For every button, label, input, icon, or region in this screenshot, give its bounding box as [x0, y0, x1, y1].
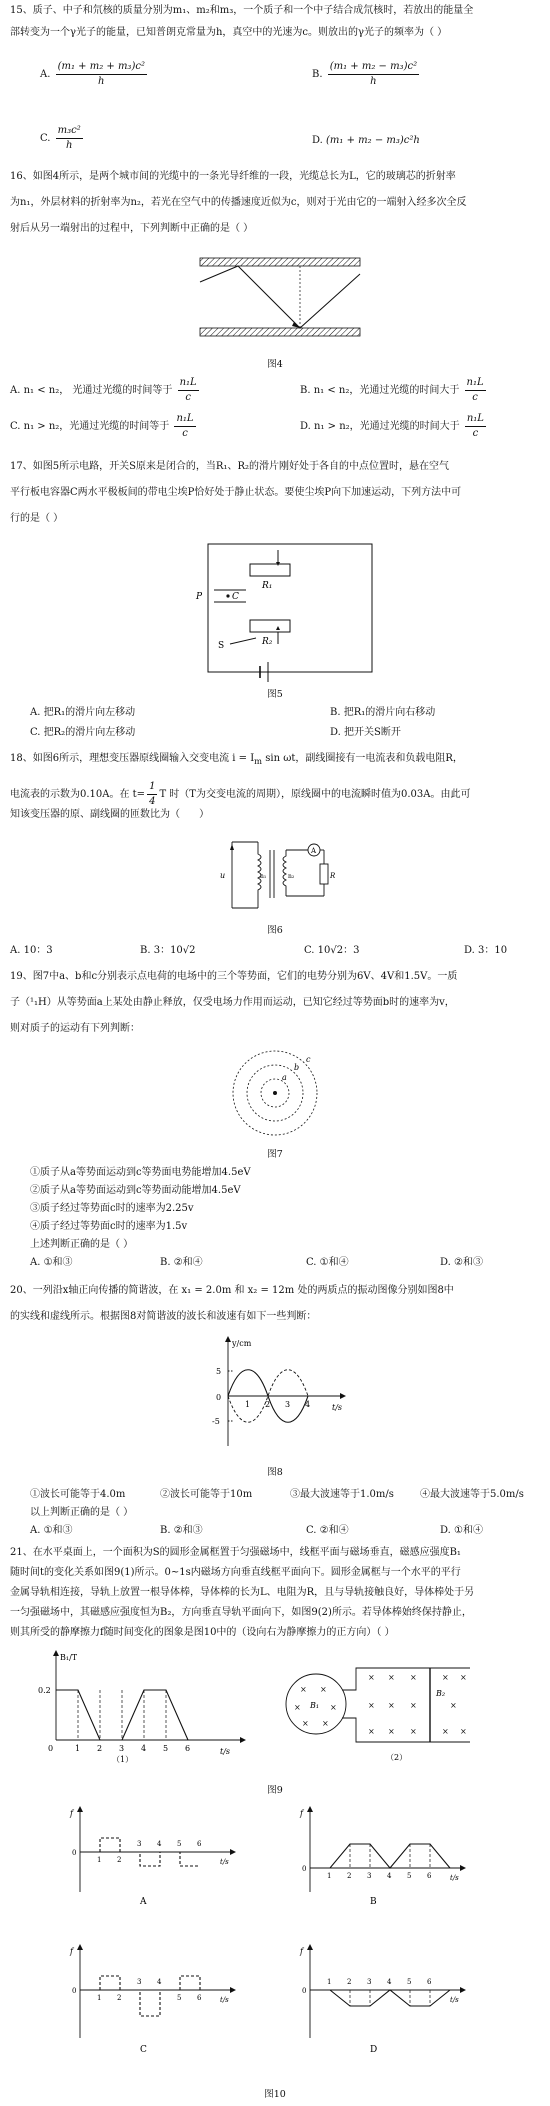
fig10-label-a: A [140, 1897, 147, 1907]
fig10c-xlabel: t/s [220, 1996, 229, 2004]
fig10d-f-label: f [300, 1947, 303, 1956]
q15-option-d: D. (m₁ + m₂ − m₃)c²h [312, 135, 420, 146]
fig5-label-s: S [218, 641, 225, 651]
fig6-label-r: R [330, 872, 336, 880]
q16-option-a: A. n₁ < n₂， 光通过光缆的时间等于 $\frac{\text{n₁L}}{c}$ [10, 377, 197, 403]
q17-stem-line-1: 17、如图5所示电路，开关S原来是闭合的，当R₁、R₂的滑片刚好处于各自的中点位置时，悬在空气 [10, 461, 450, 472]
fig5-caption: 图5 [267, 689, 283, 700]
q19-option-b: B. ②和④ [160, 1257, 203, 1268]
svg-text:0: 0 [302, 1865, 307, 1873]
fig10c-xtick-5: 5 [177, 1994, 182, 2002]
q16-stem-line-3: 射后从另一端射出的过程中，下列判断中正确的是（ ） [10, 223, 254, 234]
q16-stem-line-2: 为n₁，外层材料的折射率为n₂，若光在空气中的传播速度近似为c，则对于光由它的一端射入经多次全反 [10, 197, 467, 208]
fig7-caption: 图7 [267, 1149, 283, 1160]
fig9-b1-graph [30, 1650, 250, 1764]
fig7-label-b: b [294, 1063, 300, 1072]
fig9-xtick-5: 5 [163, 1744, 169, 1753]
fig10-graph-b [290, 1808, 480, 1908]
svg-text:×: × [330, 1703, 337, 1712]
svg-text:×: × [410, 1727, 417, 1736]
fig10d-xtick-6: 6 [427, 1978, 432, 1986]
fig10-graph-d [290, 1946, 480, 2056]
q20-question: 以上判断正确的是（ ） [30, 1507, 134, 1518]
fig10b-xtick-1: 1 [327, 1872, 332, 1880]
q19-option-c: C. ①和④ [306, 1257, 349, 1268]
q19-stem-line-2: 子（¹₁H）从等势面a上某处由静止释放，仅受电场力作用而运动，已知它经过等势面b时的速率为v， [10, 997, 455, 1008]
svg-text:×: × [388, 1673, 395, 1682]
q19-statement-1: ①质子从a等势面运动到c等势面电势能增加4.5eV [30, 1167, 251, 1178]
fig10c-f-label: f [70, 1947, 73, 1956]
fig10a-f-label: f [70, 1809, 73, 1818]
fig8-xtick-2: 2 [265, 1400, 271, 1409]
svg-text:0: 0 [72, 1849, 77, 1857]
fig9-ylabel: B₁/T [60, 1653, 78, 1662]
svg-text:×: × [320, 1685, 327, 1694]
fig10-caption: 图10 [264, 2089, 286, 2100]
q21-stem-line-2: 随时间t的变化关系如图9(1)所示。0~1s内磁场方向垂直线框平面向下。圆形金属框与一个水平的平行 [10, 1567, 461, 1578]
magnetic-field-x-marks [294, 1673, 467, 1736]
fig10c-xtick-4: 4 [157, 1978, 162, 1986]
q19-stem-line-1: 19、图7中a、b和c分别表示点电荷的电场中的三个等势面，它们的电势分别为6V、4V和1.5V。一质 [10, 971, 458, 982]
fig8-xtick-3: 3 [285, 1400, 291, 1409]
q15-option-a: A. $\frac{\text{(m₁ + m₂ + m₃)c²}}{h}$ [40, 61, 145, 87]
q19-option-a: A. ①和③ [30, 1257, 73, 1268]
svg-text:0: 0 [72, 1987, 77, 1995]
fig9-xtick-0: 0 [48, 1744, 54, 1753]
svg-text:×: × [368, 1673, 375, 1682]
fig8-xtick-4: 4 [305, 1400, 311, 1409]
transformer-figure [220, 836, 336, 916]
q15-stem-line-1: 15、质子、中子和氘核的质量分别为m₁、m₂和m₃，一个质子和一个中子结合成氘核时，若放出的能量全 [10, 5, 474, 16]
q20-statement-1: ①波长可能等于4.0m [30, 1489, 126, 1500]
q19-statement-3: ③质子经过等势面c时的速率为2.25v [30, 1203, 194, 1214]
fig9-xtick-4: 4 [141, 1744, 147, 1753]
fig8-ytick-0: 0 [216, 1393, 222, 1402]
svg-text:×: × [460, 1727, 467, 1736]
fig9-xtick-2: 2 [97, 1744, 103, 1753]
q19-option-d: D. ②和③ [440, 1257, 483, 1268]
q21-stem-line-3: 金属导轨相连接，导轨上放置一根导体棒，导体棒的长为L、电阻为R，且与导轨接触良好，导体棒处于另 [10, 1587, 475, 1598]
fig10a-xtick-6: 6 [197, 1840, 202, 1848]
fig10b-f-label: f [300, 1809, 303, 1818]
q20-option-d: D. ①和④ [440, 1525, 483, 1536]
fig10d-xtick-2: 2 [347, 1978, 352, 1986]
fig10c-xtick-3: 3 [137, 1978, 142, 1986]
fig9-label-b2: B₂ [436, 1689, 446, 1698]
fig10d-xtick-3: 3 [367, 1978, 372, 1986]
q15-option-c: C. $\frac{\text{m₃c²}}{h}$ [40, 125, 81, 151]
circuit-figure [190, 540, 390, 680]
fig9-xtick-1: 1 [75, 1744, 81, 1753]
fig9-xlabel: t/s [220, 1747, 231, 1756]
q17-stem-line-2: 平行板电容器C两水平极板间的带电尘埃P恰好处于静止状态。要使尘埃P向下加速运动，下列方法中可 [10, 487, 462, 498]
fig9-label-b1: B₁ [310, 1701, 320, 1710]
fig10b-xtick-5: 5 [407, 1872, 412, 1880]
fig10a-xtick-2: 2 [117, 1856, 122, 1864]
q20-statement-4: ④最大波速等于5.0m/s [420, 1489, 524, 1500]
q15-option-b: B. $\frac{\text{(m₁ + m₂ − m₃)c²}}{h}$ [312, 61, 418, 87]
q21-stem-line-5: 则其所受的静摩擦力f随时间变化的图象是图10中的（设向右为静摩擦力的正方向）（ ） [10, 1627, 395, 1638]
fig6-label-n1: n₁ [260, 873, 267, 880]
fig7-label-a: a [282, 1073, 287, 1082]
point-charge-icon [273, 1091, 277, 1095]
fig10d-xlabel: t/s [450, 1996, 459, 2004]
fig9-sub1-label: （1） [112, 1755, 134, 1764]
fig10b-xlabel: t/s [450, 1874, 459, 1882]
q21-stem-line-1: 21、在水平桌面上，一个面积为S的圆形金属框置于匀强磁场中，线框平面与磁场垂直，磁感应强度B₁ [10, 1547, 461, 1558]
q16-option-c: C. n₁ > n₂，光通过光缆的时间等于 $\frac{\text{n₁L}}{c}$ [10, 413, 194, 439]
fig8-ylabel: y/cm [232, 1339, 252, 1348]
fig10-graph-c [60, 1946, 250, 2056]
fig6-label-n2: n₂ [288, 873, 295, 880]
svg-text:×: × [410, 1673, 417, 1682]
svg-text:×: × [302, 1719, 309, 1728]
q20-option-c: C. ②和④ [306, 1525, 349, 1536]
q18-stem-line-3: 知该变压器的原、副线圈的匝数比为（ ） [10, 809, 210, 820]
fig10d-xtick-1: 1 [327, 1978, 332, 1986]
svg-text:×: × [388, 1701, 395, 1710]
q19-statement-2: ②质子从a等势面运动到c等势面动能增加4.5eV [30, 1185, 241, 1196]
q18-option-a: A. 10：3 [10, 945, 53, 956]
fig10-label-b: B [370, 1897, 377, 1907]
q20-stem-line-2: 的实线和虚线所示。根据图8对简谐波的波长和波速有如下一些判断： [10, 1311, 317, 1322]
svg-text:0: 0 [302, 1987, 307, 1995]
q18-option-d: D. 3：10 [464, 945, 508, 956]
wave-figure [200, 1336, 350, 1456]
fig10-label-d: D [370, 2045, 378, 2055]
q17-option-d: D. 把开关S断开 [330, 727, 401, 738]
q20-statement-2: ②波长可能等于10m [160, 1489, 253, 1500]
svg-text:×: × [368, 1727, 375, 1736]
q19-stem-line-3: 则对质子的运动有下列判断： [10, 1023, 140, 1034]
dust-particle-icon [226, 594, 229, 597]
q17-option-a: A. 把R₁的滑片向左移动 [30, 707, 136, 718]
fig10a-xlabel: t/s [220, 1858, 229, 1866]
fig10c-xtick-6: 6 [197, 1994, 202, 2002]
fig8-xlabel: t/s [332, 1403, 343, 1412]
fig10b-xtick-4: 4 [387, 1872, 392, 1880]
fig5-label-r2: R₂ [262, 637, 273, 647]
fig8-xtick-1: 1 [245, 1400, 251, 1409]
q18-stem-line-1: 18、如图6所示，理想变压器原线圈输入交变电流 $i = I_m$ sin ωt，副线圈接有一电流表和负载电阻R， [10, 753, 463, 766]
fig10b-xtick-3: 3 [367, 1872, 372, 1880]
q19-statement-4: ④质子经过等势面c时的速率为1.5v [30, 1221, 188, 1232]
fig5-label-r1: R₁ [262, 581, 273, 591]
fig6-label-u: u [220, 871, 226, 880]
fig10a-xtick-4: 4 [157, 1840, 162, 1848]
svg-text:×: × [300, 1685, 307, 1694]
fig6-caption: 图6 [267, 925, 283, 936]
q19-question: 上述判断正确的是（ ） [30, 1239, 134, 1250]
q20-option-b: B. ②和③ [160, 1525, 203, 1536]
fig7-label-c: c [306, 1055, 311, 1064]
fig10-graph-a [60, 1808, 250, 1908]
fig10a-xtick-5: 5 [177, 1840, 182, 1848]
fig8-ytick-neg5: -5 [212, 1417, 220, 1426]
fig10a-xtick-1: 1 [97, 1856, 102, 1864]
fig8-caption: 图8 [267, 1467, 283, 1478]
equipotential-figure [230, 1048, 320, 1138]
fig5-label-p: P [196, 592, 203, 602]
q20-option-a: A. ①和③ [30, 1525, 73, 1536]
svg-text:×: × [442, 1673, 449, 1682]
fig9-rail-setup [280, 1660, 480, 1760]
svg-text:×: × [442, 1727, 449, 1736]
q16-stem-line-1: 16、如图4所示，是两个城市间的光缆中的一条光导纤维的一段，光缆总长为L，它的玻璃芯的折射率 [10, 171, 456, 182]
svg-text:×: × [450, 1701, 457, 1710]
q20-statement-3: ③最大波速等于1.0m/s [290, 1489, 394, 1500]
fig10b-xtick-6: 6 [427, 1872, 432, 1880]
fig10c-xtick-2: 2 [117, 1994, 122, 2002]
fig9-caption: 图9 [267, 1785, 283, 1796]
fig4-caption: 图4 [267, 359, 283, 370]
fig8-ytick-5: 5 [216, 1367, 222, 1376]
q17-stem-line-3: 行的是（ ） [10, 513, 64, 524]
q18-option-b: B. 3：10√2 [140, 945, 196, 956]
fig9-xtick-6: 6 [185, 1744, 191, 1753]
q18-stem-line-2: 电流表的示数为0.10A。在 t= $\frac{1}{4}$ T 时（T为交变电流的周期），原线圈中的电流瞬时值为0.03A。由此可 [10, 781, 471, 807]
q20-stem-line-1: 20、一列沿x轴正向传播的简谐波，在 x₁ = 2.0m 和 x₂ = 12m 处的两质点的振动图像分别如图8中 [10, 1285, 454, 1296]
svg-text:×: × [322, 1719, 329, 1728]
fig10-label-c: C [140, 2045, 147, 2055]
q18-option-c: C. 10√2：3 [304, 945, 360, 956]
fiber-optic-figure [200, 244, 360, 348]
fig10c-xtick-1: 1 [97, 1994, 102, 2002]
q15-stem-line-2: 部转变为一个γ光子的能量，已知普朗克常量为h，真空中的光速为c。则放出的γ光子的频率为（ ） [10, 27, 448, 38]
q17-option-b: B. 把R₁的滑片向右移动 [330, 707, 436, 718]
svg-text:×: × [388, 1727, 395, 1736]
fig10d-xtick-5: 5 [407, 1978, 412, 1986]
q21-stem-line-4: 一匀强磁场中，其磁感应强度恒为B₂，方向垂直导轨平面向下，如图9(2)所示。若导体棒始终保持静止， [10, 1607, 472, 1618]
fig9-sub2-label: （2） [386, 1753, 408, 1762]
fig5-label-c: C [232, 592, 239, 602]
fig9-ytick: 0.2 [38, 1686, 51, 1695]
fig9-xtick-3: 3 [119, 1744, 125, 1753]
svg-text:×: × [294, 1703, 301, 1712]
q16-option-d: D. n₁ > n₂，光通过光缆的时间大于 $\frac{\text{n₁L}}{c}$ [300, 413, 484, 439]
fig6-label-ammeter: A [311, 847, 317, 855]
svg-text:×: × [368, 1701, 375, 1710]
fig10d-xtick-4: 4 [387, 1978, 392, 1986]
q16-option-b: B. n₁ < n₂，光通过光缆的时间大于 $\frac{\text{n₁L}}{c}$ [300, 377, 484, 403]
svg-text:×: × [460, 1673, 467, 1682]
fig10b-xtick-2: 2 [347, 1872, 352, 1880]
q17-option-c: C. 把R₂的滑片向左移动 [30, 727, 136, 738]
svg-text:×: × [410, 1701, 417, 1710]
fig10a-xtick-3: 3 [137, 1840, 142, 1848]
